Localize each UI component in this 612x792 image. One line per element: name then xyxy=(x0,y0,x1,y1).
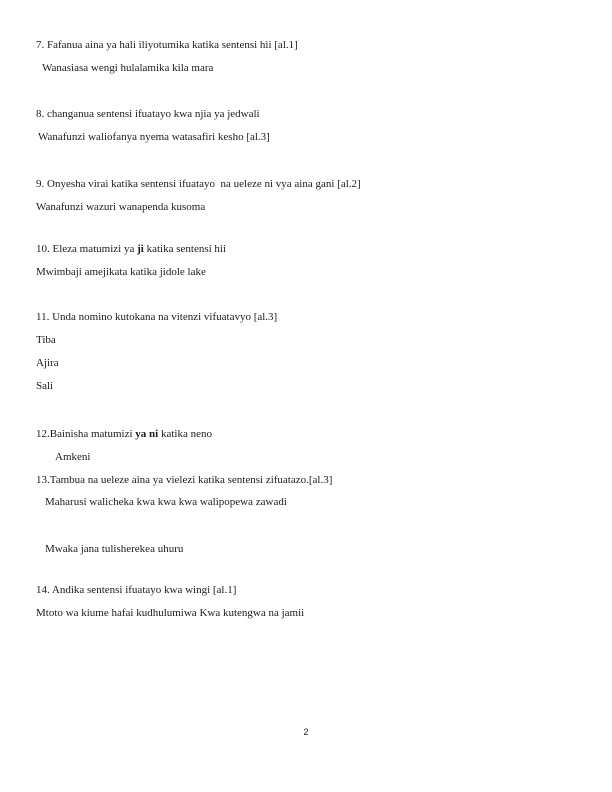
question-13-sentence-2: Mwaka jana tulisherekea uhuru xyxy=(45,543,184,555)
question-9-sentence: Wanafunzi wazuri wanapenda kusoma xyxy=(36,201,206,213)
question-7-prompt: 7. Fafanua aina ya hali iliyotumika katika sentensi hii [al.1] xyxy=(36,39,298,51)
question-11-verb-2: Ajira xyxy=(36,357,59,369)
question-10-prompt xyxy=(36,243,226,256)
question-13-prompt: 13.Tambua na ueleze aina ya vielezi katika sentensi zifuatazo.[al.3] xyxy=(36,474,333,486)
question-12-prompt xyxy=(36,428,212,441)
question-8-prompt: 8. changanua sentensi ifuatayo kwa njia ya jedwali xyxy=(36,108,260,120)
question-12-bold-term: ya ni xyxy=(135,428,159,440)
question-11-verb-3: Sali xyxy=(36,380,54,392)
question-9-prompt: 9. Onyesha virai katika sentensi ifuatayo na ueleze ni vya aina gani [al.2] xyxy=(36,178,361,190)
question-10-prompt-suffix: katika sentensi hii xyxy=(143,243,227,255)
question-14-sentence: Mtoto wa kiume hafai kudhulumiwa Kwa kutengwa na jamii xyxy=(36,607,305,619)
question-14-prompt: 14. Andika sentensi ifuatayo kwa wingi [al.1] xyxy=(36,584,237,596)
question-10-sentence: Mwimbaji amejikata katika jidole lake xyxy=(36,266,206,278)
question-10-bold-term: ji xyxy=(137,243,144,255)
question-11-verb-1: Tiba xyxy=(36,334,56,346)
question-12-prompt-suffix: katika neno xyxy=(158,428,212,440)
question-12-prompt-prefix: 12.Bainisha matumizi xyxy=(36,428,136,440)
question-10-prompt-prefix: 10. Eleza matumizi ya xyxy=(36,243,138,255)
question-8-sentence: Wanafunzi waliofanya nyema watasafiri kesho [al.3] xyxy=(38,131,270,143)
question-7-sentence: Wanasiasa wengi hulalamika kila mara xyxy=(42,62,214,74)
question-12-word: Amkeni xyxy=(55,451,91,463)
page-number: 2 xyxy=(303,727,309,737)
question-13-sentence-1: Maharusi walicheka kwa kwa kwa walipopewa zawadi xyxy=(45,496,287,508)
question-11-prompt: 11. Unda nomino kutokana na vitenzi vifuatavyo [al.3] xyxy=(36,311,278,323)
